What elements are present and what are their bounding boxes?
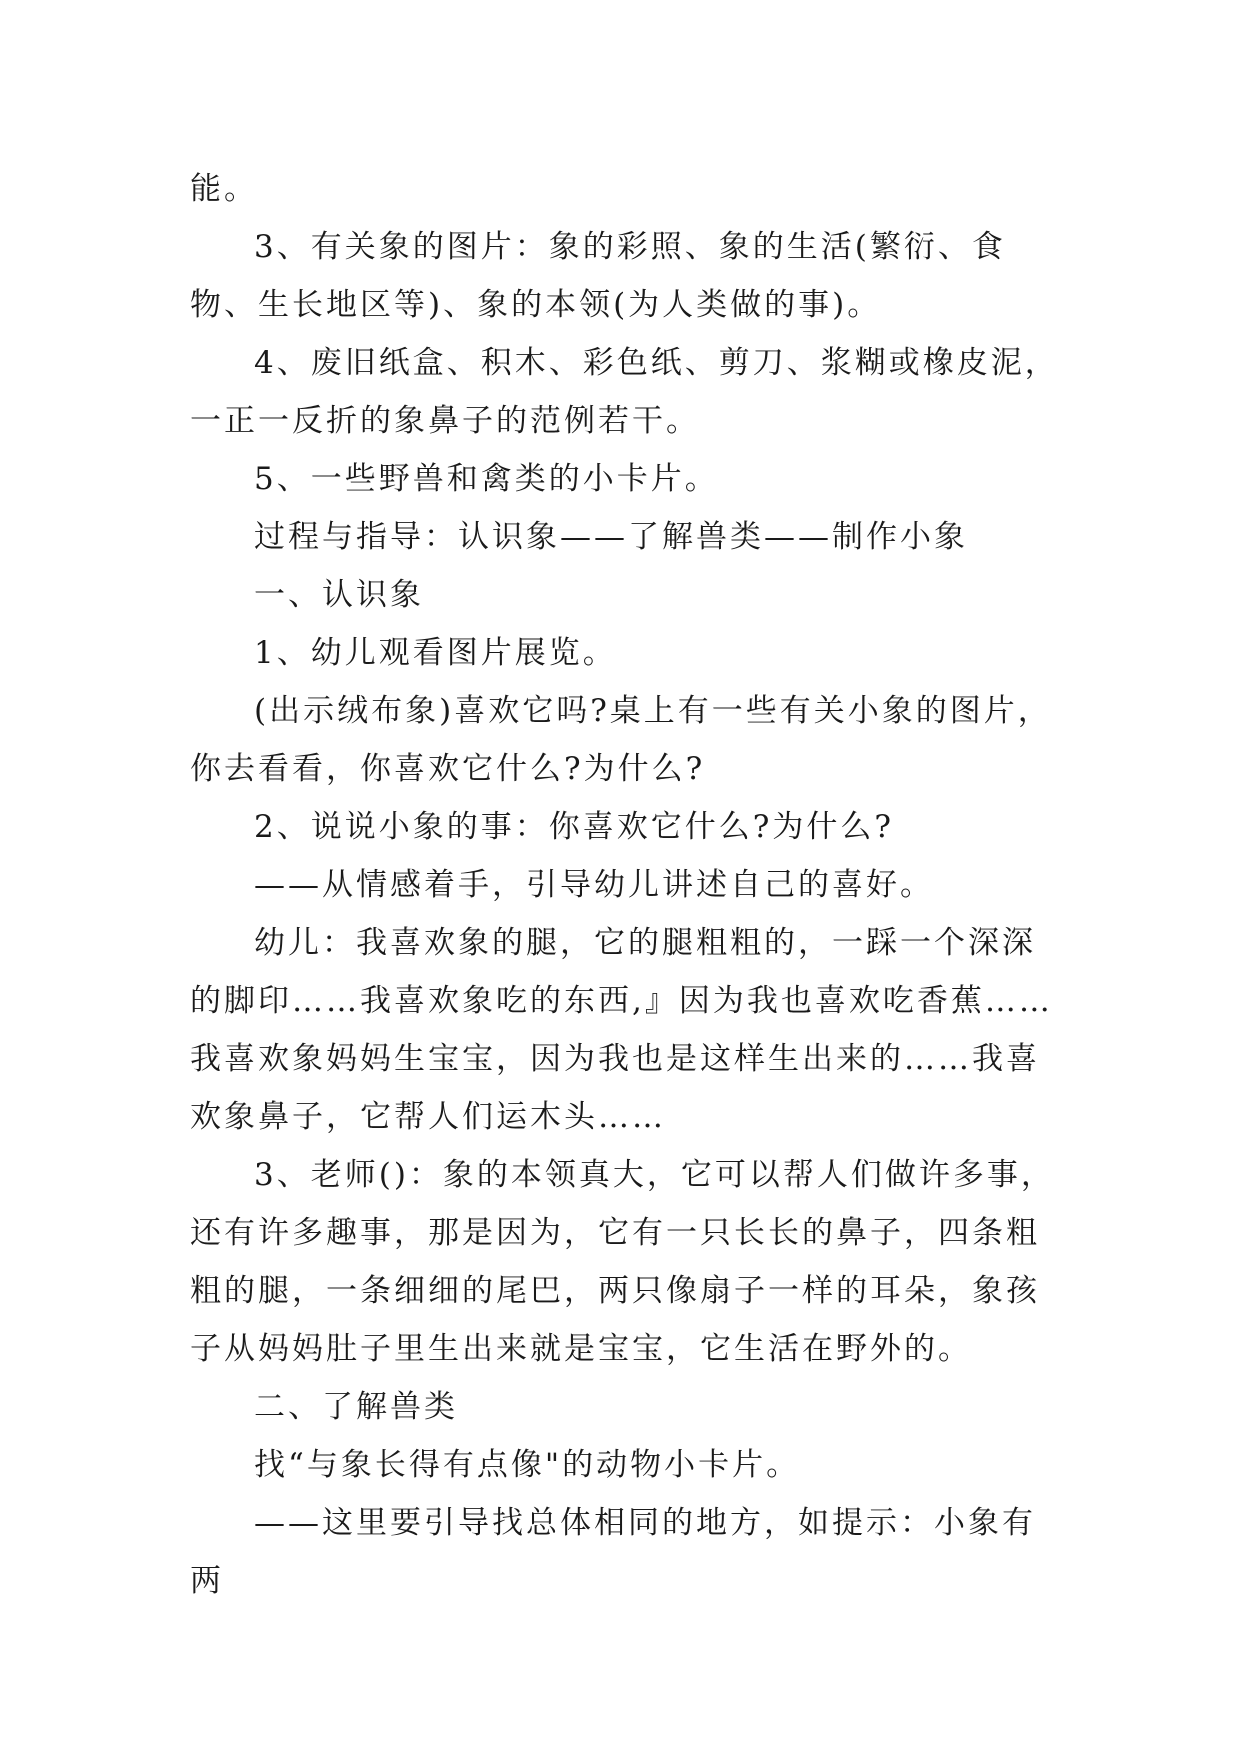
paragraph-item-3-pictures: 3、有关象的图片：象的彩照、象的生活(繁衍、食物、生长地区等)、象的本领(为人类做的事)。 <box>190 229 1006 323</box>
document-body <box>190 160 1062 1610</box>
paragraph-step-1: 1、幼儿观看图片展览。 <box>254 635 617 671</box>
paragraph-step-1-detail: (出示绒布象)喜欢它吗?桌上有一些有关小象的图片，你去看看，你喜欢它什么?为什么? <box>190 693 1052 787</box>
paragraph-item-5-cards: 5、一些野兽和禽类的小卡片。 <box>254 461 719 497</box>
paragraph-continuation: 能。 <box>190 171 258 207</box>
paragraph-guidance-note: ——这里要引导找总体相同的地方，如提示：小象有两 <box>190 1505 1036 1599</box>
paragraph-process-overview: 过程与指导：认识象——了解兽类——制作小象 <box>254 519 968 555</box>
paragraph-find-cards: 找“与象长得有点像"的动物小卡片。 <box>254 1447 801 1483</box>
paragraph-step-2-note: ——从情感着手，引导幼儿讲述自己的喜好。 <box>254 867 934 903</box>
paragraph-children-responses: 幼儿：我喜欢象的腿，它的腿粗粗的，一踩一个深深的脚印……我喜欢象吃的东西,』因为我也喜欢吃香蕉……我喜欢象妈妈生宝宝，因为我也是这样生出来的……我喜欢象鼻子，它帮人们运木头…… <box>190 925 1053 1135</box>
paragraph-item-4-materials: 4、废旧纸盒、积木、彩色纸、剪刀、浆糊或橡皮泥，一正一反折的象鼻子的范例若干。 <box>190 345 1059 439</box>
paragraph-step-2: 2、说说小象的事：你喜欢它什么?为什么? <box>254 809 894 845</box>
paragraph-step-3: 3、老师()：象的本领真大，它可以帮人们做许多事，还有许多趣事，那是因为，它有一只长长的鼻子，四条粗粗的腿，一条细细的尾巴，两只像扇子一样的耳朵，象孩子从妈妈肚子里生出来就是宝宝，它生活在野外的。 <box>190 1157 1055 1367</box>
section-heading-1: 一、认识象 <box>254 577 424 613</box>
section-heading-2: 二、了解兽类 <box>254 1389 458 1425</box>
